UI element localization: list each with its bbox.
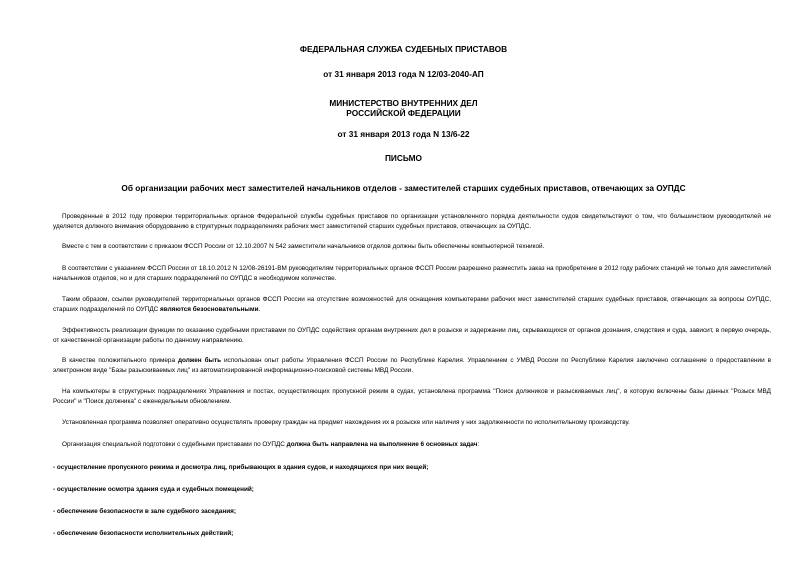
paragraph-5: [53, 326, 771, 346]
paragraph-6-text: В качестве положительного примера: [62, 357, 178, 364]
document-title: Об организации рабочих мест заместителей начальников отделов - заместителей старших судебных приставов, отвечающих за ОУПДС: [121, 183, 686, 193]
paragraph-7: [53, 387, 771, 407]
document-date-number-1: от 31 января 2013 года N 12/03-2040-АП: [323, 69, 484, 79]
agency-title-mvd-line1: МИНИСТЕРСТВО ВНУТРЕННИХ ДЕЛ: [329, 98, 478, 108]
paragraph-4-text: Таким образом, ссылки руководителей территориальных органов ФССП России на отсутствие возможностей для оснащения компьютерами рабочих мест заместителей старших судебных приставов, отвечающих за вопросы ОУПДС, старших подразделений по ОУПДС: [53, 296, 771, 314]
paragraph-5-text: Эффективность реализации функции по оказанию судебными приставами по ОУПДС содействия органам внутренних дел в розыске и задержании лиц, скрывающихся от органов дознания, следствия и суда, зависит, в первую очередь, от качественной организации работы по данному направлению.: [53, 327, 771, 345]
paragraph-4: [53, 295, 771, 315]
paragraph-4-emphasis: являются безосновательными: [160, 306, 259, 314]
paragraph-6-emphasis: должен быть: [177, 357, 222, 364]
paragraph-3: [53, 264, 771, 284]
paragraph-6-rest: использован опыт работы Управления ФССП России по Республике Карелия. Управлением с УМВД России по Республике Карелия заключено соглашение о предоставлении в электронном виде "Базы разыскиваемых лиц" из автоматизированной информационно-поисковой системы МВД России.: [53, 357, 772, 375]
agency-title-mvd-line2: РОССИЙСКОЙ ФЕДЕРАЦИИ: [346, 108, 461, 118]
task-list-item: - обеспечение безопасности исполнительных действий;: [53, 530, 234, 537]
document-type: ПИСЬМО: [384, 153, 423, 163]
agency-title-fssp: ФЕДЕРАЛЬНАЯ СЛУЖБА СУДЕБНЫХ ПРИСТАВОВ: [299, 44, 508, 54]
paragraph-8: [53, 418, 771, 428]
paragraph-9: [53, 440, 771, 450]
task-list-item: - осуществление осмотра здания суда и судебных помещений;: [53, 486, 254, 493]
document-date-number-2: от 31 января 2013 года N 13/6-22: [337, 129, 470, 139]
task-list-item: - обеспечение безопасности в зале судебного заседания;: [53, 508, 236, 515]
paragraph-9-end: :: [477, 441, 480, 448]
paragraph-2-text: Вместе с тем в соответствии с приказом ФССП России от 12.10.2007 N 542 заместители начальников отделов должны быть обеспечены компьютерной техникой.: [62, 243, 545, 250]
paragraph-2: [53, 242, 771, 252]
paragraph-8-text: Установленная программа позволяет оперативно осуществлять проверку граждан на предмет нахождения их в розыске или наличия у них задолженности по исполнительному производству.: [62, 419, 630, 426]
paragraph-9-text: Организация специальной подготовки с судебными приставами по ОУПДС: [62, 441, 287, 448]
paragraph-1: [53, 212, 771, 232]
paragraph-3-text: В соответствии с указанием ФССП России от 18.10.2012 N 12/08-26191-ВМ руководителям территориальных органов ФССП России разрешено разместить заказ на приобретение в 2012 году рабочих станций не только для заместителей начальников отделов, но и для старших подразделений по ОУПДС в необходимом количестве.: [53, 265, 771, 283]
paragraph-6: [53, 356, 771, 376]
task-list-item: - осуществление пропускного режима и досмотра лиц, прибывающих в здания судов, и находящихся при них вещей;: [53, 464, 429, 471]
paragraph-7-text: На компьютеры в структурных подразделениях Управления и постах, осуществляющих пропускной режим в судах, установлена программа "Поиск должников и разыскиваемых лиц", в которую включены базы данных "Розыск МВД России" и "Поиск должника" с еженедельным обновлением.: [53, 388, 771, 406]
paragraph-4-end: .: [258, 306, 261, 314]
paragraph-1-text: Проведенные в 2012 году проверки территориальных органов Федеральной службы судебных приставов по организации установленного порядка деятельности судов свидетельствуют о том, что большинством руководителей не уделяется должного внимания оборудованию в структурных подразделениях рабочих мест заместителей старших судебных приставов, отвечающих за ОУПДС.: [53, 213, 771, 231]
paragraph-9-emphasis: должна быть направлена на выполнение 6 основных задач: [286, 441, 478, 448]
